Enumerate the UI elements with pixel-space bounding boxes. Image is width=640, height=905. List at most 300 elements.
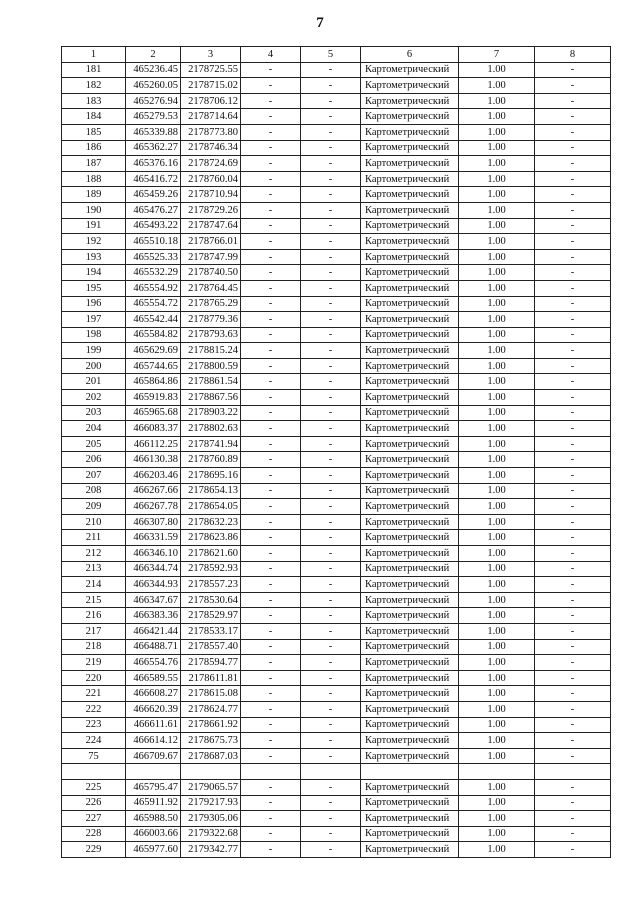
x-coordinate-cell: 465744.65 — [126, 358, 181, 374]
col4-cell: - — [241, 670, 301, 686]
col5-cell: - — [301, 218, 361, 234]
accuracy-cell: 1.00 — [459, 623, 535, 639]
y-coordinate-cell: 2178747.64 — [181, 218, 241, 234]
method-cell — [361, 764, 459, 780]
accuracy-cell: 1.00 — [459, 171, 535, 187]
x-coordinate-cell: 466203.46 — [126, 468, 181, 484]
col8-cell: - — [535, 655, 611, 671]
col4-cell: - — [241, 608, 301, 624]
accuracy-cell: 1.00 — [459, 592, 535, 608]
table-row — [62, 811, 611, 827]
accuracy-cell: 1.00 — [459, 686, 535, 702]
point-number-cell: 183 — [62, 93, 126, 109]
accuracy-cell: 1.00 — [459, 296, 535, 312]
col5-cell: - — [301, 358, 361, 374]
accuracy-cell: 1.00 — [459, 748, 535, 764]
table-row — [62, 733, 611, 749]
col8-cell: - — [535, 592, 611, 608]
table-row — [62, 468, 611, 484]
table-row — [62, 390, 611, 406]
col4-cell: - — [241, 327, 301, 343]
col8-cell: - — [535, 623, 611, 639]
method-cell: Картометрический — [361, 468, 459, 484]
table-row — [62, 748, 611, 764]
point-number-cell: 181 — [62, 62, 126, 78]
col5-cell: - — [301, 390, 361, 406]
point-number-cell: 195 — [62, 280, 126, 296]
y-coordinate-cell: 2179342.77 — [181, 842, 241, 858]
col8-cell: - — [535, 343, 611, 359]
point-number-cell: 184 — [62, 109, 126, 125]
method-cell: Картометрический — [361, 499, 459, 515]
accuracy-cell: 1.00 — [459, 156, 535, 172]
y-coordinate-cell: 2178779.36 — [181, 312, 241, 328]
table-row — [62, 218, 611, 234]
col8-cell: - — [535, 842, 611, 858]
col4-cell: - — [241, 826, 301, 842]
col5-cell: - — [301, 234, 361, 250]
accuracy-cell: 1.00 — [459, 779, 535, 795]
col5-cell: - — [301, 436, 361, 452]
table-row — [62, 140, 611, 156]
col8-cell: - — [535, 483, 611, 499]
header-cell: 7 — [459, 47, 535, 63]
point-number-cell: 219 — [62, 655, 126, 671]
table-header-row — [62, 47, 611, 63]
point-number-cell: 206 — [62, 452, 126, 468]
header-cell: 1 — [62, 47, 126, 63]
accuracy-cell: 1.00 — [459, 811, 535, 827]
col4-cell: - — [241, 686, 301, 702]
table-row — [62, 265, 611, 281]
method-cell: Картометрический — [361, 826, 459, 842]
point-number-cell: 186 — [62, 140, 126, 156]
x-coordinate-cell: 466589.55 — [126, 670, 181, 686]
table-row — [62, 405, 611, 421]
accuracy-cell: 1.00 — [459, 608, 535, 624]
x-coordinate-cell: 465276.94 — [126, 93, 181, 109]
y-coordinate-cell: 2178661.92 — [181, 717, 241, 733]
point-number-cell — [62, 764, 126, 780]
accuracy-cell: 1.00 — [459, 639, 535, 655]
table-row — [62, 187, 611, 203]
point-number-cell: 198 — [62, 327, 126, 343]
x-coordinate-cell: 466614.12 — [126, 733, 181, 749]
method-cell: Картометрический — [361, 561, 459, 577]
x-coordinate-cell: 465376.16 — [126, 156, 181, 172]
x-coordinate-cell: 465339.88 — [126, 124, 181, 140]
accuracy-cell: 1.00 — [459, 701, 535, 717]
accuracy-cell: 1.00 — [459, 561, 535, 577]
accuracy-cell: 1.00 — [459, 436, 535, 452]
method-cell: Картометрический — [361, 405, 459, 421]
x-coordinate-cell: 466620.39 — [126, 701, 181, 717]
point-number-cell: 220 — [62, 670, 126, 686]
col8-cell: - — [535, 530, 611, 546]
y-coordinate-cell: 2178715.02 — [181, 78, 241, 94]
x-coordinate-cell: 466003.66 — [126, 826, 181, 842]
method-cell: Картометрический — [361, 701, 459, 717]
col5-cell: - — [301, 280, 361, 296]
col8-cell: - — [535, 140, 611, 156]
coordinates-table — [61, 46, 611, 858]
table-row — [62, 327, 611, 343]
table-row — [62, 249, 611, 265]
col5-cell: - — [301, 779, 361, 795]
point-number-cell: 197 — [62, 312, 126, 328]
x-coordinate-cell: 465554.72 — [126, 296, 181, 312]
point-number-cell: 182 — [62, 78, 126, 94]
col4-cell: - — [241, 374, 301, 390]
table-row — [62, 701, 611, 717]
col8-cell: - — [535, 405, 611, 421]
point-number-cell: 202 — [62, 390, 126, 406]
table-row — [62, 655, 611, 671]
header-cell: 6 — [361, 47, 459, 63]
accuracy-cell: 1.00 — [459, 234, 535, 250]
x-coordinate-cell: 465542.44 — [126, 312, 181, 328]
accuracy-cell: 1.00 — [459, 140, 535, 156]
col8-cell: - — [535, 748, 611, 764]
table-row — [62, 514, 611, 530]
col5-cell: - — [301, 62, 361, 78]
x-coordinate-cell: 466307.80 — [126, 514, 181, 530]
col4-cell: - — [241, 171, 301, 187]
col4-cell: - — [241, 280, 301, 296]
method-cell: Картометрический — [361, 483, 459, 499]
accuracy-cell: 1.00 — [459, 218, 535, 234]
col4-cell: - — [241, 717, 301, 733]
table-row — [62, 623, 611, 639]
table-row — [62, 842, 611, 858]
table-row — [62, 109, 611, 125]
method-cell: Картометрический — [361, 639, 459, 655]
table-row — [62, 171, 611, 187]
col8-cell: - — [535, 202, 611, 218]
table-row — [62, 436, 611, 452]
col4-cell: - — [241, 436, 301, 452]
point-number-cell: 221 — [62, 686, 126, 702]
col5-cell: - — [301, 249, 361, 265]
y-coordinate-cell: 2178695.16 — [181, 468, 241, 484]
col5-cell: - — [301, 561, 361, 577]
x-coordinate-cell: 465795.47 — [126, 779, 181, 795]
x-coordinate-cell: 466344.74 — [126, 561, 181, 577]
method-cell: Картометрический — [361, 717, 459, 733]
y-coordinate-cell: 2178747.99 — [181, 249, 241, 265]
x-coordinate-cell: 465459.26 — [126, 187, 181, 203]
method-cell: Картометрический — [361, 265, 459, 281]
table-row — [62, 826, 611, 842]
col8-cell: - — [535, 639, 611, 655]
col5-cell: - — [301, 374, 361, 390]
method-cell: Картометрический — [361, 124, 459, 140]
point-number-cell: 225 — [62, 779, 126, 795]
col4-cell: - — [241, 561, 301, 577]
accuracy-cell — [459, 764, 535, 780]
col5-cell: - — [301, 483, 361, 499]
header-cell: 5 — [301, 47, 361, 63]
col4-cell: - — [241, 748, 301, 764]
col4-cell: - — [241, 811, 301, 827]
method-cell: Картометрический — [361, 733, 459, 749]
y-coordinate-cell: 2178729.26 — [181, 202, 241, 218]
accuracy-cell: 1.00 — [459, 499, 535, 515]
x-coordinate-cell: 465279.53 — [126, 109, 181, 125]
col8-cell: - — [535, 514, 611, 530]
col8-cell — [535, 764, 611, 780]
y-coordinate-cell: 2178623.86 — [181, 530, 241, 546]
x-coordinate-cell: 466347.67 — [126, 592, 181, 608]
x-coordinate-cell: 466611.61 — [126, 717, 181, 733]
col8-cell: - — [535, 436, 611, 452]
col5-cell — [301, 764, 361, 780]
accuracy-cell: 1.00 — [459, 343, 535, 359]
x-coordinate-cell: 466421.44 — [126, 623, 181, 639]
accuracy-cell: 1.00 — [459, 546, 535, 562]
col4-cell: - — [241, 296, 301, 312]
col8-cell: - — [535, 218, 611, 234]
method-cell: Картометрический — [361, 156, 459, 172]
y-coordinate-cell: 2178654.05 — [181, 499, 241, 515]
accuracy-cell: 1.00 — [459, 374, 535, 390]
col8-cell: - — [535, 327, 611, 343]
col4-cell: - — [241, 62, 301, 78]
accuracy-cell: 1.00 — [459, 514, 535, 530]
point-number-cell: 222 — [62, 701, 126, 717]
x-coordinate-cell: 466488.71 — [126, 639, 181, 655]
col4-cell: - — [241, 514, 301, 530]
col4-cell: - — [241, 530, 301, 546]
col8-cell: - — [535, 358, 611, 374]
table-row — [62, 561, 611, 577]
point-number-cell: 204 — [62, 421, 126, 437]
method-cell: Картометрический — [361, 577, 459, 593]
method-cell: Картометрический — [361, 296, 459, 312]
col5-cell: - — [301, 608, 361, 624]
point-number-cell: 226 — [62, 795, 126, 811]
x-coordinate-cell: 466554.76 — [126, 655, 181, 671]
col8-cell: - — [535, 546, 611, 562]
x-coordinate-cell: 466267.78 — [126, 499, 181, 515]
method-cell: Картометрический — [361, 779, 459, 795]
x-coordinate-cell: 465416.72 — [126, 171, 181, 187]
col8-cell: - — [535, 499, 611, 515]
col4-cell: - — [241, 234, 301, 250]
point-number-cell: 214 — [62, 577, 126, 593]
col5-cell: - — [301, 577, 361, 593]
accuracy-cell: 1.00 — [459, 124, 535, 140]
point-number-cell: 215 — [62, 592, 126, 608]
table-row — [62, 421, 611, 437]
x-coordinate-cell: 465911.92 — [126, 795, 181, 811]
table-row — [62, 156, 611, 172]
col5-cell: - — [301, 343, 361, 359]
x-coordinate-cell: 465864.86 — [126, 374, 181, 390]
method-cell: Картометрический — [361, 327, 459, 343]
accuracy-cell: 1.00 — [459, 452, 535, 468]
x-coordinate-cell: 466112.25 — [126, 436, 181, 452]
point-number-cell: 196 — [62, 296, 126, 312]
y-coordinate-cell: 2178760.89 — [181, 452, 241, 468]
method-cell: Картометрический — [361, 280, 459, 296]
point-number-cell: 211 — [62, 530, 126, 546]
y-coordinate-cell: 2178710.94 — [181, 187, 241, 203]
col4-cell: - — [241, 623, 301, 639]
method-cell: Картометрический — [361, 530, 459, 546]
y-coordinate-cell: 2178530.64 — [181, 592, 241, 608]
method-cell: Картометрический — [361, 171, 459, 187]
col5-cell: - — [301, 156, 361, 172]
point-number-cell: 218 — [62, 639, 126, 655]
x-coordinate-cell: 465493.22 — [126, 218, 181, 234]
header-cell: 8 — [535, 47, 611, 63]
col5-cell: - — [301, 623, 361, 639]
col4-cell: - — [241, 109, 301, 125]
accuracy-cell: 1.00 — [459, 202, 535, 218]
method-cell: Картометрический — [361, 514, 459, 530]
table-row — [62, 312, 611, 328]
col5-cell: - — [301, 296, 361, 312]
x-coordinate-cell: 465236.45 — [126, 62, 181, 78]
x-coordinate-cell: 466346.10 — [126, 546, 181, 562]
header-cell: 3 — [181, 47, 241, 63]
y-coordinate-cell: 2178533.17 — [181, 623, 241, 639]
x-coordinate-cell: 466344.93 — [126, 577, 181, 593]
col5-cell: - — [301, 140, 361, 156]
col8-cell: - — [535, 733, 611, 749]
point-number-cell: 193 — [62, 249, 126, 265]
point-number-cell: 224 — [62, 733, 126, 749]
col8-cell: - — [535, 561, 611, 577]
accuracy-cell: 1.00 — [459, 717, 535, 733]
method-cell: Картометрический — [361, 670, 459, 686]
table-row — [62, 93, 611, 109]
y-coordinate-cell: 2178706.12 — [181, 93, 241, 109]
accuracy-cell: 1.00 — [459, 733, 535, 749]
method-cell: Картометрический — [361, 202, 459, 218]
accuracy-cell: 1.00 — [459, 249, 535, 265]
col4-cell: - — [241, 156, 301, 172]
table-row — [62, 670, 611, 686]
y-coordinate-cell: 2178800.59 — [181, 358, 241, 374]
accuracy-cell: 1.00 — [459, 468, 535, 484]
col4-cell: - — [241, 733, 301, 749]
col8-cell: - — [535, 374, 611, 390]
accuracy-cell: 1.00 — [459, 577, 535, 593]
table-row — [62, 124, 611, 140]
point-number-cell: 194 — [62, 265, 126, 281]
col4-cell: - — [241, 358, 301, 374]
accuracy-cell: 1.00 — [459, 655, 535, 671]
method-cell: Картометрический — [361, 390, 459, 406]
method-cell: Картометрический — [361, 187, 459, 203]
point-number-cell: 213 — [62, 561, 126, 577]
col4-cell: - — [241, 468, 301, 484]
col8-cell: - — [535, 93, 611, 109]
y-coordinate-cell: 2179217.93 — [181, 795, 241, 811]
col4-cell: - — [241, 701, 301, 717]
col4-cell: - — [241, 483, 301, 499]
y-coordinate-cell: 2178815.24 — [181, 343, 241, 359]
col8-cell: - — [535, 577, 611, 593]
accuracy-cell: 1.00 — [459, 358, 535, 374]
method-cell: Картометрический — [361, 343, 459, 359]
point-number-cell: 217 — [62, 623, 126, 639]
col5-cell: - — [301, 499, 361, 515]
accuracy-cell: 1.00 — [459, 327, 535, 343]
y-coordinate-cell: 2178557.23 — [181, 577, 241, 593]
point-number-cell: 203 — [62, 405, 126, 421]
method-cell: Картометрический — [361, 608, 459, 624]
accuracy-cell: 1.00 — [459, 405, 535, 421]
method-cell: Картометрический — [361, 358, 459, 374]
point-number-cell: 229 — [62, 842, 126, 858]
col8-cell: - — [535, 265, 611, 281]
table-row — [62, 592, 611, 608]
col4-cell: - — [241, 405, 301, 421]
col8-cell: - — [535, 701, 611, 717]
point-number-cell: 205 — [62, 436, 126, 452]
y-coordinate-cell: 2178725.55 — [181, 62, 241, 78]
table-row — [62, 530, 611, 546]
table-row — [62, 795, 611, 811]
col5-cell: - — [301, 701, 361, 717]
col8-cell: - — [535, 717, 611, 733]
y-coordinate-cell: 2178675.73 — [181, 733, 241, 749]
x-coordinate-cell: 466709.67 — [126, 748, 181, 764]
x-coordinate-cell: 466331.59 — [126, 530, 181, 546]
x-coordinate-cell: 465919.83 — [126, 390, 181, 406]
x-coordinate-cell — [126, 764, 181, 780]
method-cell: Картометрический — [361, 140, 459, 156]
x-coordinate-cell: 465977.60 — [126, 842, 181, 858]
col4-cell: - — [241, 499, 301, 515]
point-number-cell: 192 — [62, 234, 126, 250]
col4-cell: - — [241, 639, 301, 655]
accuracy-cell: 1.00 — [459, 312, 535, 328]
accuracy-cell: 1.00 — [459, 109, 535, 125]
x-coordinate-cell: 466608.27 — [126, 686, 181, 702]
col8-cell: - — [535, 670, 611, 686]
col8-cell: - — [535, 452, 611, 468]
y-coordinate-cell: 2178793.63 — [181, 327, 241, 343]
col5-cell: - — [301, 468, 361, 484]
col8-cell: - — [535, 795, 611, 811]
col5-cell: - — [301, 811, 361, 827]
col5-cell: - — [301, 795, 361, 811]
y-coordinate-cell: 2178611.81 — [181, 670, 241, 686]
col5-cell: - — [301, 109, 361, 125]
col4-cell — [241, 764, 301, 780]
col8-cell: - — [535, 312, 611, 328]
col5-cell: - — [301, 546, 361, 562]
col4-cell: - — [241, 140, 301, 156]
col5-cell: - — [301, 639, 361, 655]
accuracy-cell: 1.00 — [459, 62, 535, 78]
col8-cell: - — [535, 78, 611, 94]
accuracy-cell: 1.00 — [459, 826, 535, 842]
method-cell: Картометрический — [361, 546, 459, 562]
method-cell: Картометрический — [361, 62, 459, 78]
table-row — [62, 78, 611, 94]
method-cell: Картометрический — [361, 592, 459, 608]
col8-cell: - — [535, 156, 611, 172]
y-coordinate-cell: 2178594.77 — [181, 655, 241, 671]
y-coordinate-cell: 2178624.77 — [181, 701, 241, 717]
table-row — [62, 374, 611, 390]
col5-cell: - — [301, 842, 361, 858]
